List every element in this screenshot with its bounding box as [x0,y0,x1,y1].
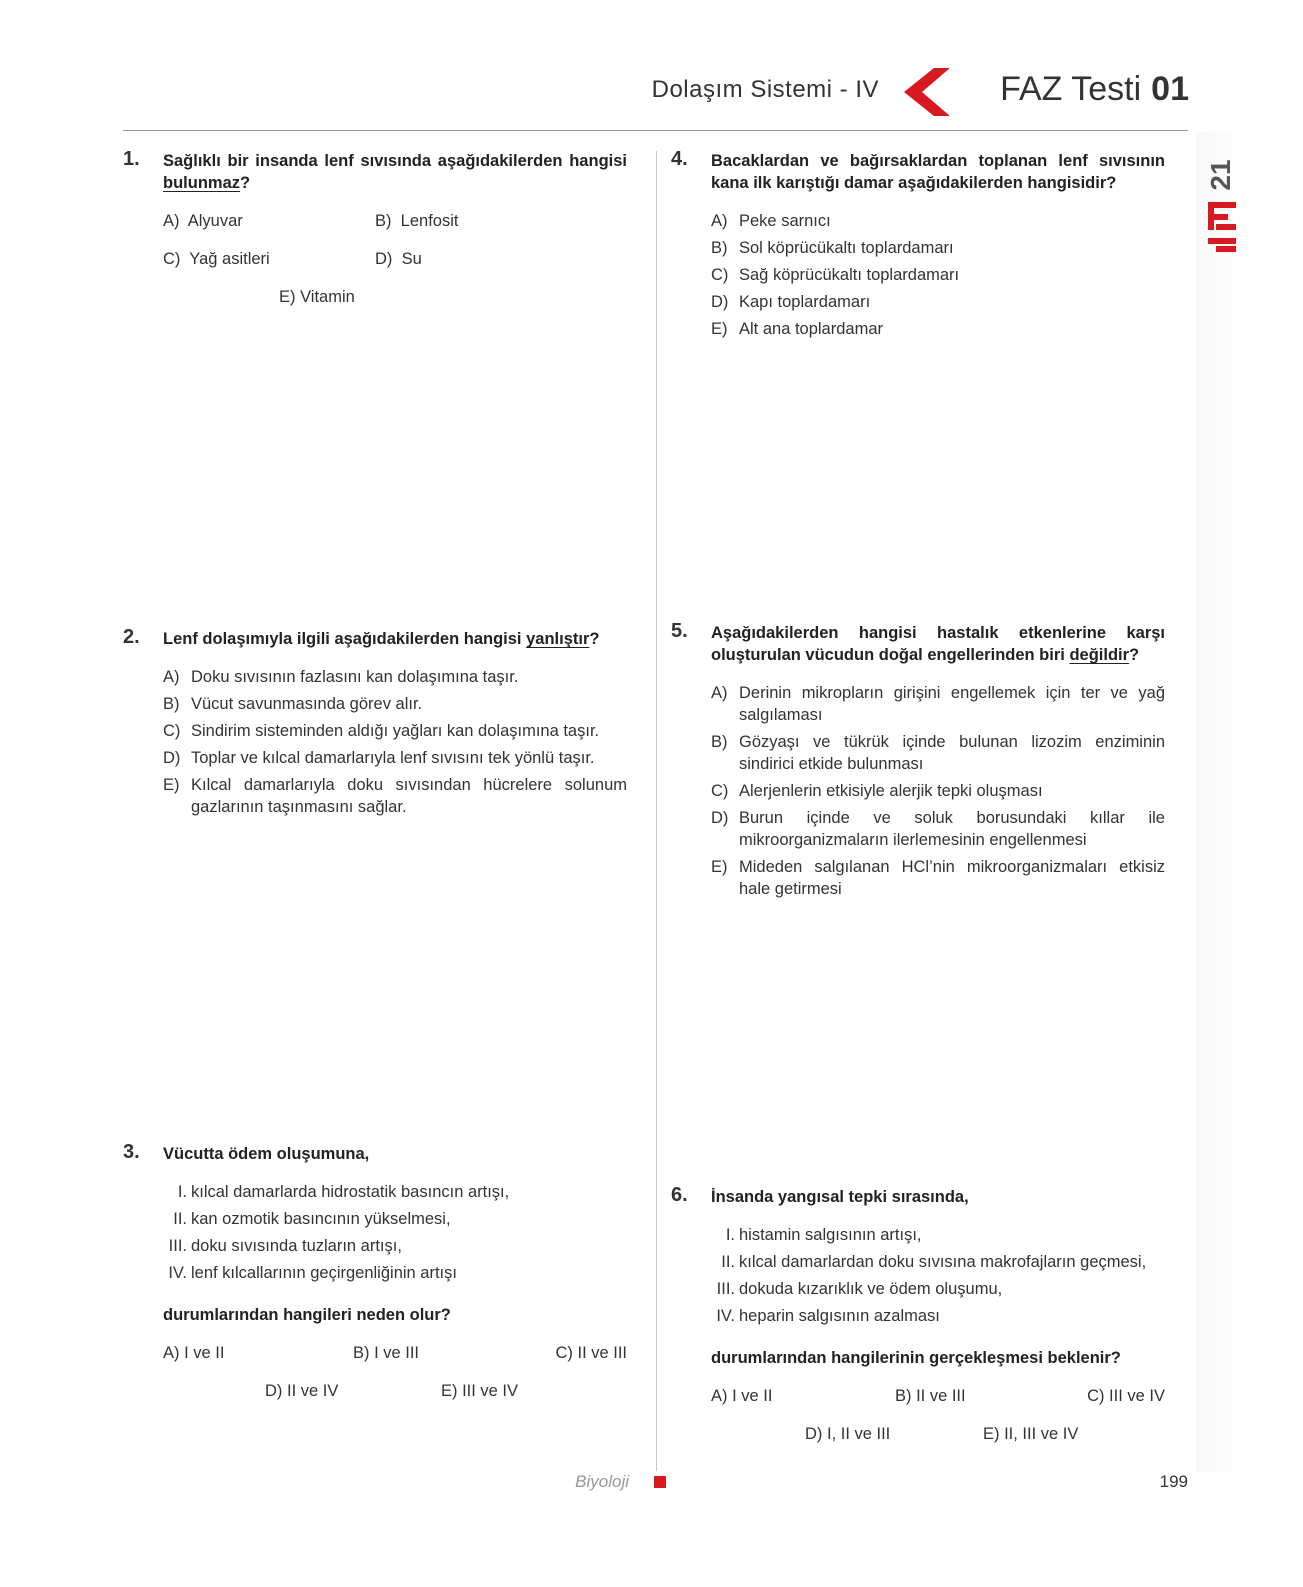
option-e[interactable]: E) Vitamin [279,288,355,306]
header-subject: Dolaşım Sistemi - IV [651,76,879,103]
question-stem: Sağlıklı bir insanda lenf sıvısında aşağıdakilerden hangisi bulunmaz? [163,152,627,192]
option-a[interactable]: A) Peke sarnıcı [711,212,831,230]
option-b[interactable]: B) I ve III [353,1344,420,1362]
options-grid [163,210,627,330]
question-number: 3. [123,1141,140,1163]
statements-list [711,1224,1165,1327]
question-2 [123,626,627,823]
options-grid [711,1385,1165,1469]
question-number: 5. [671,620,688,642]
option-b[interactable]: B) Lenfosit [375,212,459,230]
question-1 [123,148,627,330]
statement-item: IV. lenf kılcallarının geçirgenliğinin artışı [168,1264,457,1282]
question-stem: İnsanda yangısal tepki sırasında, [711,1188,969,1206]
option-c[interactable]: C) II ve III [555,1344,627,1362]
option-c[interactable]: C) III ve IV [1087,1387,1165,1405]
statement-item: I. kılcal damarlarda hidrostatik basıncın artışı, [177,1183,510,1201]
faz-logo-icon [1206,200,1238,254]
footer-square-icon [654,1476,666,1488]
option-d[interactable]: D) II ve IV [265,1382,339,1400]
option-b[interactable]: B) Gözyaşı ve tükrük içinde bulunan lizozim enziminin sindirici etkide bulunması [711,733,1165,773]
question-4 [671,148,1165,345]
option-c[interactable]: C) Sindirim sisteminden aldığı yağları kan dolaşımına taşır. [163,722,600,740]
options-list [163,666,627,818]
options-list [711,210,1165,340]
side-tab [1196,132,1246,1472]
column-divider [656,151,657,1471]
question-stem: Bacaklardan ve bağırsaklardan toplanan lenf sıvısının kana ilk karıştığı damar aşağıdakilerden hangisidir? [711,152,1165,192]
footer-subject: Biyoloji [575,1472,629,1491]
statement-item: II. kılcal damarlardan doku sıvısına makrofajların geçmesi, [721,1253,1147,1271]
option-c[interactable]: C) Sağ köprücükaltı toplardamarı [711,266,960,284]
option-d[interactable]: D) Toplar ve kılcal damarlarıyla lenf sıvısını tek yönlü taşır. [163,749,595,767]
test-number: 01 [1151,70,1189,108]
header-test-title [1000,70,1189,109]
question-prompt: durumlarından hangilerinin gerçekleşmesi beklenir? [711,1349,1121,1367]
option-e[interactable]: E) III ve IV [441,1382,519,1400]
statement-item: II. kan ozmotik basıncının yükselmesi, [173,1210,451,1228]
option-a[interactable]: A) Alyuvar [163,212,243,230]
option-e[interactable]: E) Alt ana toplardamar [711,320,883,338]
option-b[interactable]: B) II ve III [895,1387,966,1405]
question-prompt: durumlarından hangileri neden olur? [163,1306,451,1324]
options-grid [163,1342,627,1426]
statement-item: I. histamin salgısının artışı, [725,1226,922,1244]
option-b[interactable]: B) Sol köprücükaltı toplardamarı [711,239,954,257]
option-d[interactable]: D) I, II ve III [805,1425,891,1443]
option-d[interactable]: D) Su [375,250,422,268]
question-3 [123,1141,627,1426]
statement-item: IV. heparin salgısının azalması [716,1307,940,1325]
option-a[interactable]: A) Derinin mikropların girişini engellemek için ter ve yağ salgılaması [711,684,1165,724]
question-stem: Aşağıdakilerden hangisi hastalık etkenlerine karşı oluşturulan vücudun doğal engellerinden biri değildir? [711,624,1165,664]
header-divider [123,130,1188,131]
chevron-left-icon [904,68,950,116]
options-list [711,682,1165,900]
option-e[interactable]: E) II, III ve IV [983,1425,1079,1443]
side-number: 21 [1205,159,1236,191]
option-d[interactable]: D) Burun içinde ve soluk borusundaki kıllar ile mikroorganizmaların ilerlemesinin engellenmesi [711,809,1165,849]
question-number: 4. [671,148,688,170]
option-a[interactable]: A) Doku sıvısının fazlasını kan dolaşımına taşır. [163,668,519,686]
option-c[interactable]: C) Yağ asitleri [163,250,270,268]
question-stem: Vücutta ödem oluşumuna, [163,1145,370,1163]
option-e[interactable]: E) Mideden salgılanan HCl’nin mikroorganizmaları etkisiz hale getirmesi [711,858,1165,898]
question-number: 6. [671,1184,688,1206]
option-c[interactable]: C) Alerjenlerin etkisiyle alerjik tepki oluşması [711,782,1043,800]
question-5 [671,620,1165,905]
statements-list [163,1181,627,1284]
option-d[interactable]: D) Kapı toplardamarı [711,293,871,311]
statement-item: III. doku sıvısında tuzların artışı, [168,1237,402,1255]
test-label: FAZ Testi [1000,70,1142,108]
statement-item: III. dokuda kızarıklık ve ödem oluşumu, [716,1280,1003,1298]
question-6 [671,1184,1165,1469]
option-e[interactable]: E) Kılcal damarlarıyla doku sıvısından hücrelere solunum gazlarının taşınmasını sağlar. [163,776,627,816]
option-a[interactable]: A) I ve II [711,1387,773,1405]
option-a[interactable]: A) I ve II [163,1344,225,1362]
question-stem: Lenf dolaşımıyla ilgili aşağıdakilerden hangisi yanlıştır? [163,630,600,648]
page-number: 199 [1159,1472,1188,1491]
question-number: 1. [123,148,140,170]
question-number: 2. [123,626,140,648]
option-b[interactable]: B) Vücut savunmasında görev alır. [163,695,423,713]
